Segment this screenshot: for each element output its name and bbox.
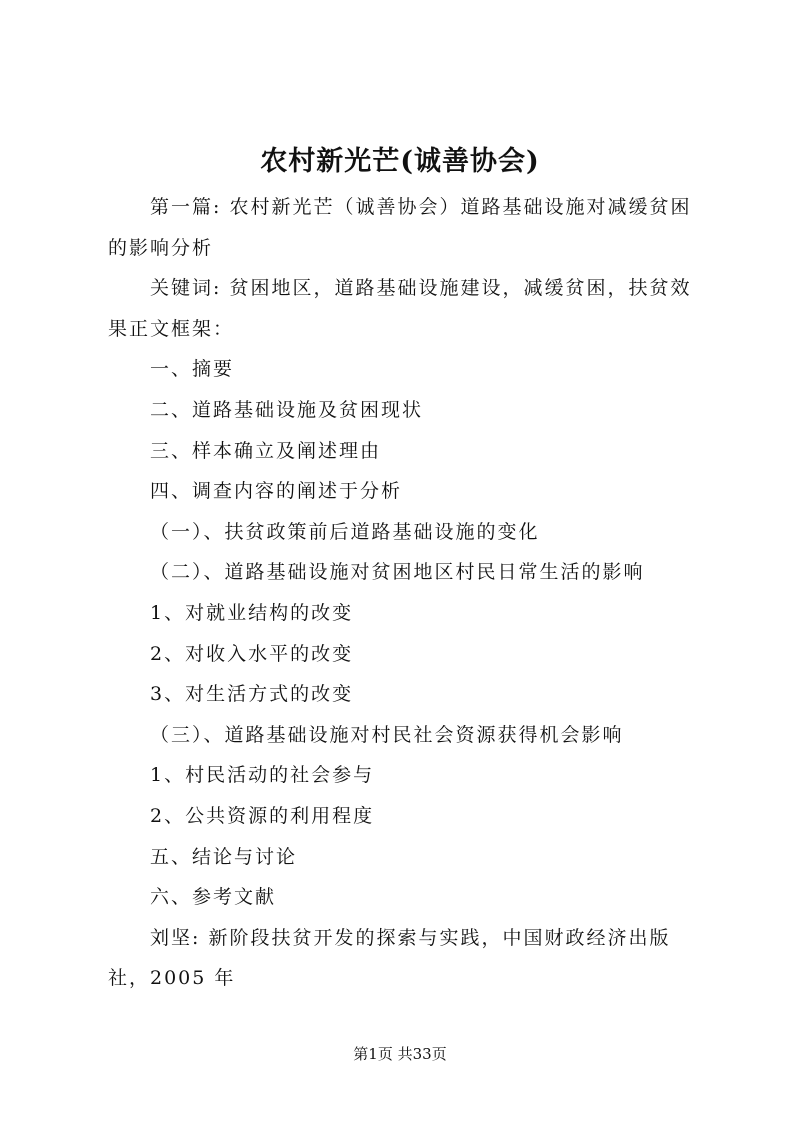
outline-point-public-resources: 2、公共资源的利用程度 <box>150 804 375 827</box>
paragraph-heading-first-article: 第一篇: 农村新光芒（诚善协会）道路基础设施对减缓贫困的影响分析 <box>108 196 692 259</box>
outline-item-status: 二、道路基础设施及贫困现状 <box>150 398 424 421</box>
document-title: 农村新光芒(诚善协会) <box>260 146 540 177</box>
document-body <box>108 187 712 999</box>
paragraph-keywords: 关键词: 贫困地区，道路基础设施建设，减缓贫困，扶贫效果正文框架： <box>108 277 692 340</box>
outline-item-abstract: 一、摘要 <box>150 358 235 381</box>
outline-point-lifestyle: 3、对生活方式的改变 <box>150 683 354 706</box>
outline-item-conclusion: 五、结论与讨论 <box>150 845 298 868</box>
outline-item-references: 六、参考文献 <box>150 886 277 909</box>
outline-subitem-2: （二）、道路基础设施对贫困地区村民日常生活的影响 <box>150 561 645 584</box>
reference-entry: 刘坚: 新阶段扶贫开发的探索与实践，中国财政经济出版社，2005 年 <box>108 926 671 990</box>
outline-subitem-1: （一）、扶贫政策前后道路基础设施的变化 <box>150 520 540 543</box>
outline-subitem-3: （三）、道路基础设施对村民社会资源获得机会影响 <box>150 723 624 746</box>
outline-point-income: 2、对收入水平的改变 <box>150 642 354 665</box>
outline-item-sample: 三、样本确立及阐述理由 <box>150 439 382 462</box>
outline-point-employment: 1、对就业结构的改变 <box>150 601 354 624</box>
page-footer: 第1页 共33页 <box>353 1045 447 1063</box>
outline-point-participation: 1、村民活动的社会参与 <box>150 764 375 787</box>
outline-item-analysis: 四、调查内容的阐述于分析 <box>150 480 403 503</box>
